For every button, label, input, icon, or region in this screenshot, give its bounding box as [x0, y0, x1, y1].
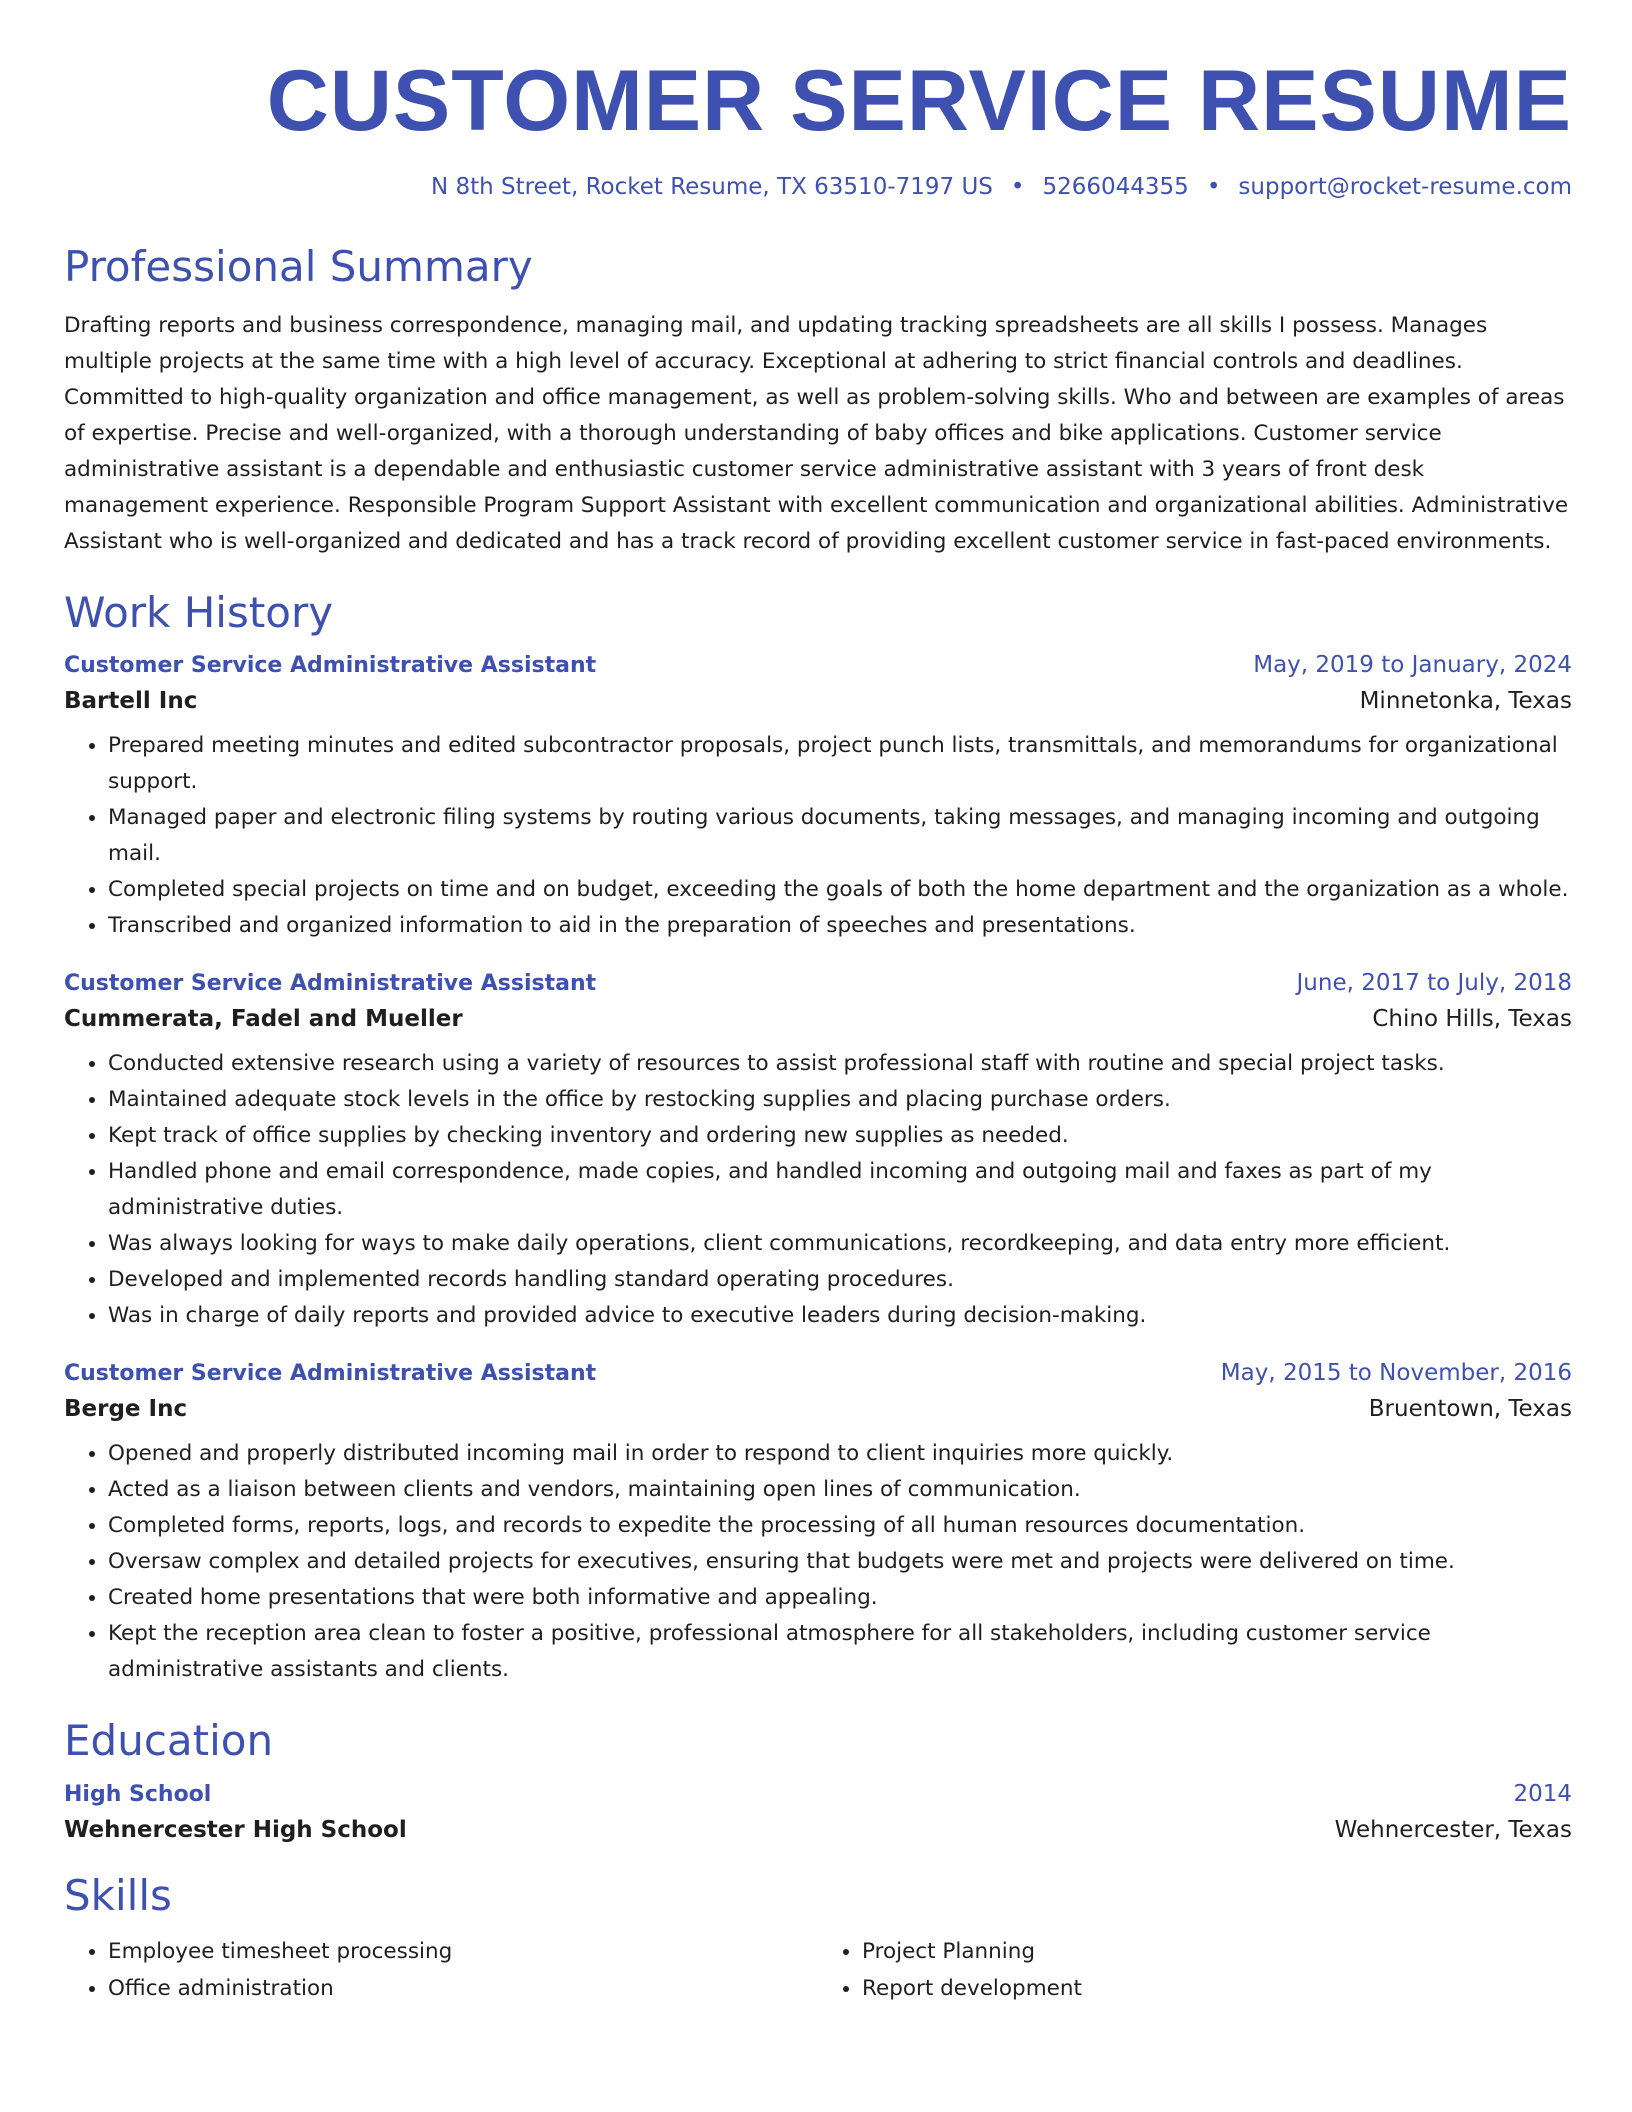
job-bullet: • Conducted extensive research using a variety of resources to assist professional staff with routine and special project tasks.: [108, 1046, 1572, 1082]
job-title: Customer Service Administrative Assistant: [64, 1361, 597, 1387]
job-bullet: • Acted as a liaison between clients and vendors, maintaining open lines of communication.: [108, 1472, 1572, 1508]
job-entry: [64, 652, 1572, 944]
job-bullets: [64, 1046, 1572, 1334]
job-bullet: • Prepared meeting minutes and edited subcontractor proposals, project punch lists, transmittals, and memorandums for organizational support.: [108, 728, 1572, 800]
job-bullet: • Developed and implemented records handling standard operating procedures.: [108, 1262, 1572, 1298]
job-bullet: • Maintained adequate stock levels in the office by restocking supplies and placing purchase orders.: [108, 1082, 1572, 1118]
education-location: Wehnercester, Texas: [1334, 1816, 1572, 1843]
job-company: Berge Inc: [64, 1396, 188, 1423]
job-location: Bruentown, Texas: [1368, 1396, 1572, 1423]
job-bullet: • Kept the reception area clean to foster a positive, professional atmosphere for all stakeholders, including customer service administrative assistants and clients.: [108, 1616, 1572, 1688]
job-dates: May, 2015 to November, 2016: [1220, 1360, 1572, 1387]
job-bullet: • Kept track of office supplies by checking inventory and ordering new supplies as needed.: [108, 1118, 1572, 1154]
skill-item: • Employee timesheet processing: [108, 1933, 818, 1970]
education-degree: High School: [64, 1781, 212, 1807]
skill-item: • Project Planning: [862, 1933, 1572, 1970]
contact-line: [64, 174, 1572, 200]
job-bullet: • Oversaw complex and detailed projects for executives, ensuring that budgets were met and projects were delivered on time.: [108, 1544, 1572, 1580]
job-company: Bartell Inc: [64, 688, 198, 715]
contact-address: N 8th Street, Rocket Resume, TX 63510-7197 US: [431, 174, 993, 200]
work-history-heading: Work History: [64, 588, 334, 638]
job-bullet: • Opened and properly distributed incoming mail in order to respond to client inquiries more quickly.: [108, 1436, 1572, 1472]
contact-separator: •: [1010, 174, 1025, 200]
job-bullet: • Completed special projects on time and on budget, exceeding the goals of both the home department and the organization as a whole.: [108, 872, 1572, 908]
job-bullets: [64, 728, 1572, 944]
contact-email: support@rocket-resume.com: [1238, 174, 1572, 200]
job-bullet: • Completed forms, reports, logs, and records to expedite the processing of all human resources documentation.: [108, 1508, 1572, 1544]
skill-item: • Report development: [862, 1970, 1572, 2007]
skills-column-left: [64, 1933, 818, 2007]
job-bullet: • Created home presentations that were both informative and appealing.: [108, 1580, 1572, 1616]
job-entry: [64, 970, 1572, 1334]
job-bullet: • Transcribed and organized information to aid in the preparation of speeches and presentations.: [108, 908, 1572, 944]
education-year: 2014: [1513, 1780, 1572, 1807]
job-bullet: • Was always looking for ways to make daily operations, client communications, recordkeeping, and data entry more efficient.: [108, 1226, 1572, 1262]
summary-text: Drafting reports and business correspondence, managing mail, and updating tracking spreadsheets are all skills I possess. Manages multiple projects at the same time with a high level of accuracy. Exceptional at adhering to strict financial controls and deadlines. Committed to high-quality organization and office management, as well as problem-solving skills. Who and between are examples of areas of expertise. Precise and well-organized, with a thorough understanding of baby offices and bike applications. Customer service administrative assistant is a dependable and enthusiastic customer service administrative assistant with 3 years of front desk management experience. Responsible Program Support Assistant with excellent communication and organizational abilities. Administrative Assistant who is well-organized and dedicated and has a track record of providing excellent customer service in fast-paced environments.: [64, 313, 1569, 555]
job-bullet: • Handled phone and email correspondence, made copies, and handled incoming and outgoing mail and faxes as part of my administrative duties.: [108, 1154, 1572, 1226]
education-entry: [64, 1781, 1572, 1843]
skills-heading: Skills: [64, 1870, 172, 1920]
skills-column-right: [818, 1933, 1572, 2007]
job-bullets: [64, 1436, 1572, 1688]
job-company: Cummerata, Fadel and Mueller: [64, 1006, 463, 1033]
education-school: Wehnercester High School: [64, 1816, 407, 1843]
resume-title: CUSTOMER SERVICE RESUME: [266, 53, 1572, 149]
resume-page: [64, 0, 1572, 2007]
education-heading: Education: [64, 1716, 274, 1766]
job-location: Chino Hills, Texas: [1372, 1006, 1572, 1033]
skills-list: [64, 1933, 1572, 2007]
job-dates: May, 2019 to January, 2024: [1253, 652, 1572, 679]
job-bullet: • Managed paper and electronic filing systems by routing various documents, taking messages, and managing incoming and outgoing mail.: [108, 800, 1572, 872]
job-entry: [64, 1360, 1572, 1688]
job-bullet: • Was in charge of daily reports and provided advice to executive leaders during decision-making.: [108, 1298, 1572, 1334]
job-location: Minnetonka, Texas: [1359, 688, 1572, 715]
contact-separator: •: [1206, 174, 1221, 200]
job-title: Customer Service Administrative Assistant: [64, 653, 597, 679]
skill-item: • Office administration: [108, 1970, 818, 2007]
job-title: Customer Service Administrative Assistant: [64, 971, 597, 997]
summary-heading: Professional Summary: [64, 242, 533, 291]
job-dates: June, 2017 to July, 2018: [1296, 970, 1572, 997]
contact-phone: 5266044355: [1042, 174, 1189, 200]
